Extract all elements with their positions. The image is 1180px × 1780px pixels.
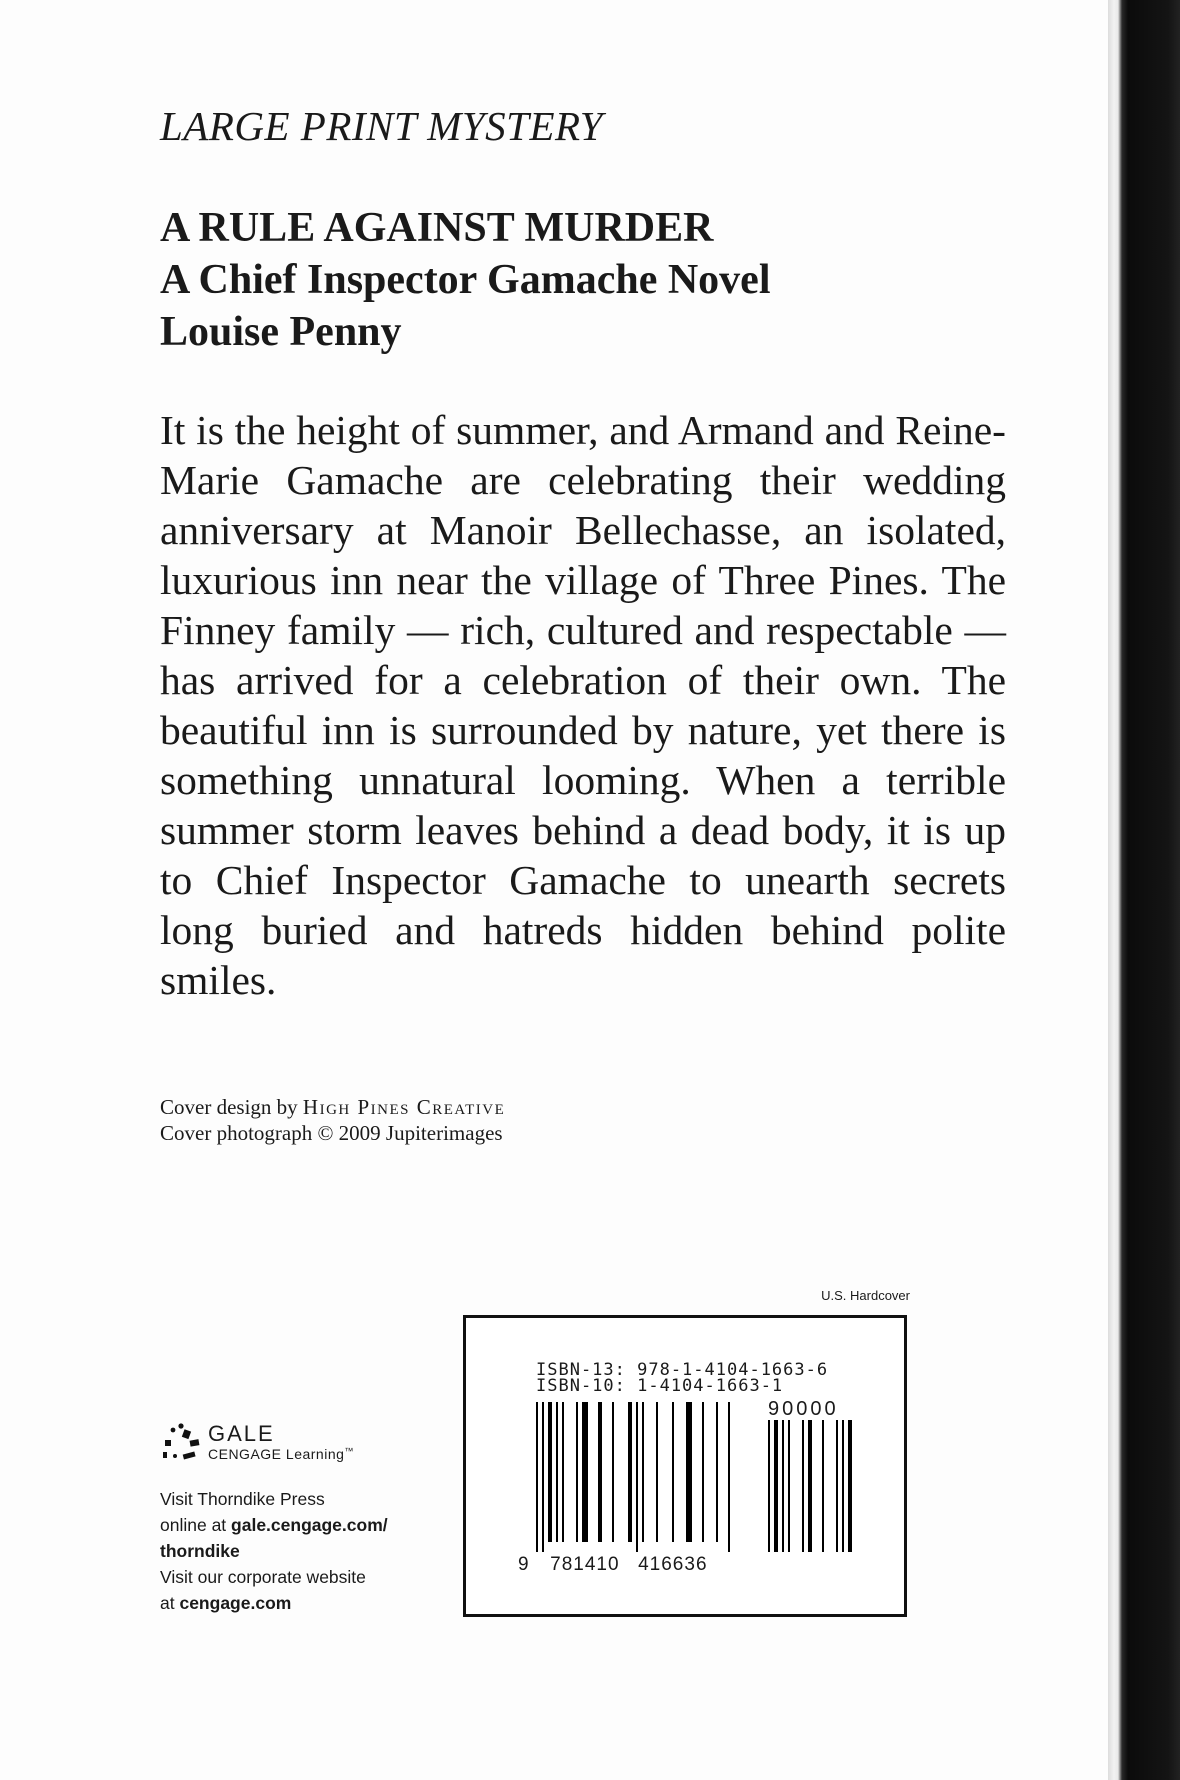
visit-line-2-prefix: online at: [160, 1515, 232, 1535]
isbn10-text: ISBN-10: 1-4104-1663-1: [536, 1376, 784, 1396]
publisher-name: GALE: [208, 1421, 275, 1446]
visit-line-4: [160, 1590, 460, 1616]
visit-line-4-prefix: at: [160, 1593, 180, 1613]
isbn13-text: ISBN-13: 978-1-4104-1663-6: [536, 1360, 829, 1380]
barcode-box: [463, 1315, 907, 1617]
thorndike-url[interactable]: gale.cengage.com/: [231, 1515, 388, 1535]
thorndike-url-cont[interactable]: thorndike: [160, 1541, 240, 1561]
publisher-sub: [208, 1446, 354, 1462]
visit-line-2b: [160, 1538, 460, 1564]
addon-barcode: [766, 1420, 856, 1552]
visit-info: [160, 1486, 460, 1616]
cengage-url[interactable]: cengage.com: [179, 1593, 292, 1613]
trademark-mark: ™: [344, 1446, 354, 1456]
design-credit-prefix: Cover design by: [160, 1095, 298, 1119]
ean-digits: [518, 1554, 708, 1576]
ean-first-digit: 9: [518, 1554, 530, 1575]
gale-cengage-logo-icon: [157, 1422, 203, 1466]
book-title: A RULE AGAINST MURDER: [160, 205, 714, 251]
design-credit: [160, 1094, 505, 1120]
title-block: [160, 202, 771, 358]
ean-right-digits: 416636: [638, 1554, 708, 1575]
visit-line-2: [160, 1512, 460, 1538]
photo-credit: Cover photograph © 2009 Jupiterimages: [160, 1121, 503, 1145]
design-credit-name: High Pines Creative: [302, 1095, 506, 1119]
ean-barcode: [534, 1402, 756, 1552]
publisher-sub-text: CENGAGE Learning: [208, 1446, 345, 1462]
format-label: U.S. Hardcover: [821, 1288, 910, 1303]
book-subtitle: A Chief Inspector Gamache Novel: [160, 257, 771, 303]
cover-edge-shadow: [1108, 0, 1180, 1780]
visit-line-1: Visit Thorndike Press: [160, 1489, 325, 1509]
isbn-lines: [536, 1362, 828, 1394]
series-label: LARGE PRINT MYSTERY: [160, 103, 604, 149]
ean-left-digits: 781410: [550, 1554, 620, 1575]
book-author: Louise Penny: [160, 309, 402, 355]
blurb-text: It is the height of summer, and Armand and Reine-Marie Gamache are celebrating their wedding anniversary at Manoir Bellechasse, an isolated, luxurious inn near the village of Three Pines. The Finney family — rich, cultured and respectable — has arrived for a celebration of their own. The beautiful inn is surrounded by nature, yet there is something unnatural looming. When a terrible summer storm leaves behind a dead body, it is up to Chief Inspector Gamache to unearth secrets long buried and hatreds hidden behind polite smiles.: [160, 407, 1006, 1003]
publisher-logo-text: [208, 1422, 354, 1462]
visit-line-3: Visit our corporate website: [160, 1567, 366, 1587]
cover-credits: [160, 1094, 505, 1146]
addon-digits: 90000: [768, 1398, 839, 1420]
